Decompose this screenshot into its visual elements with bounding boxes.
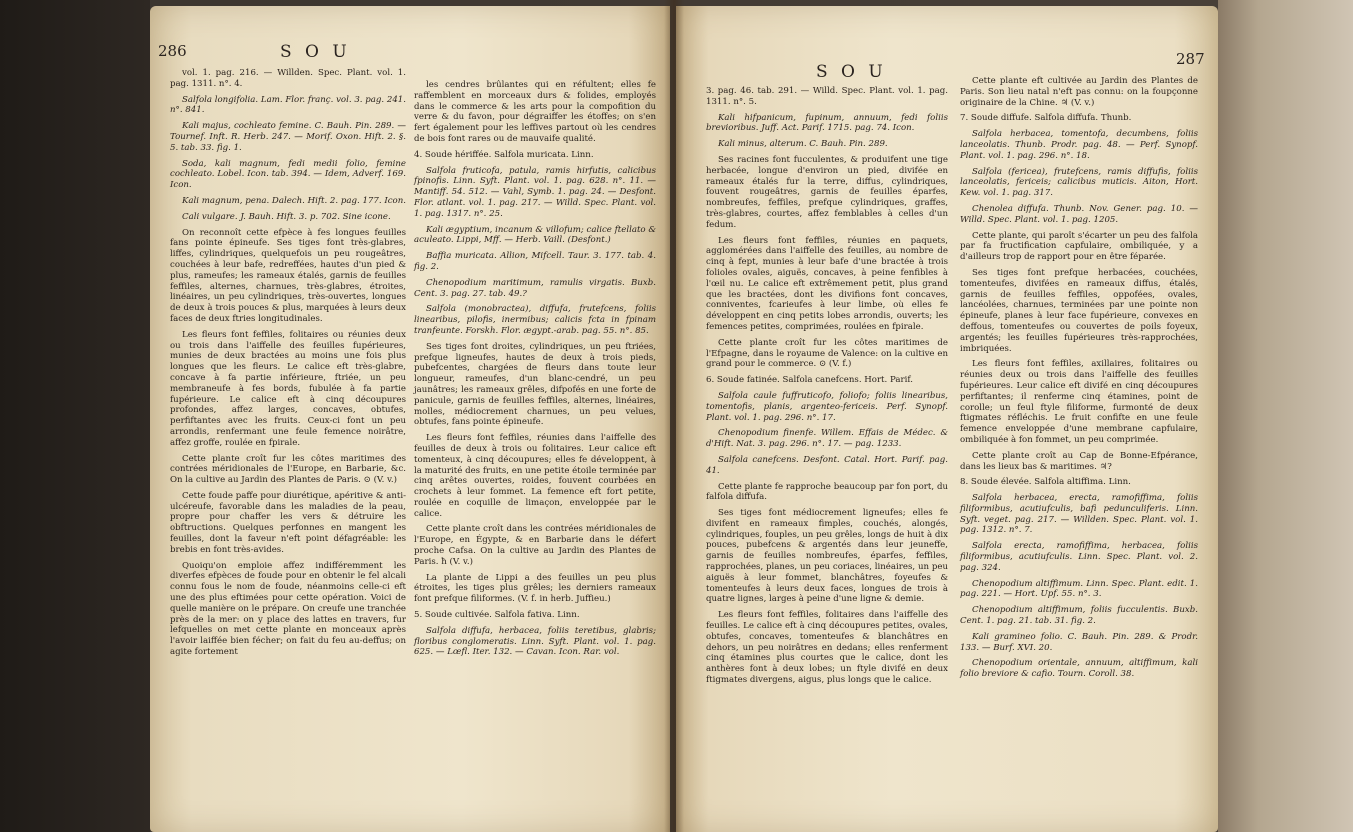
paragraph: Salfola (fericea), frutefcens, ramis diffufis, foliis lanceolatis, fericeis; calicibus muticis. Aiton, Hort. Kew. vol. 1. pag. 317.: [960, 166, 1198, 199]
paragraph: Cette plante croît fur les côtes maritimes des contrées méridionales de l'Europe, en Barbarie, &c. On la cultive au Jardin des Plantes de Paris. ⊙ (V. v.): [170, 453, 406, 486]
left-background: [0, 0, 150, 832]
paragraph: Cette plante, qui paroît s'écarter un peu des falfola par fa fructification capfulaire, ombiliquée, y a d'ailleurs trop de rapport pour en être féparée.: [960, 230, 1198, 263]
paragraph: Ses tiges font prefque herbacées, couchées, tomenteufes, divifées en rameaux diffus, étalés, garnis de feuilles feffiles, oppofées, ovales, lancéolées, charnues, terminées par une pointe non épineufe, planes à leur face fupérieure, convexes en deffous, tomenteufes ou couvertes de poils foyeux, argentés; les feuilles fupérieures très-rapprochées, imbriquées.: [960, 267, 1198, 354]
paragraph: Ses racines font fucculentes, & produifent une tige herbacée, longue d'environ un pied, divifée en rameaux étalés fur la terre, diffus, cylindriques, fouvent rougeâtres, garnis de feuilles éparfes, nombreufes, feffiles, prefque cylindriques, graffes, très-glabres, courtes, affez femblables à celles d'un fedum.: [706, 154, 948, 230]
paragraph: Chenopodium orientale, annuum, altiffimum, kali folio breviore & cafio. Tourn. Coroll. 38.: [960, 658, 1198, 680]
paragraph: Cali vulgare. J. Bauh. Hift. 3. p. 702. Sine icone.: [182, 211, 391, 222]
paragraph: Les fleurs font feffiles, folitaires ou réunies deux ou trois dans l'aiffelle des feuilles fupérieures, munies de deux bractées au moins une fois plus longues que les fleurs. Le calice eft très-glabre, concave à fa partie inférieure, ftriée, un peu membraneufe à fes bords, fubulée à fa partie fupérieure. Le calice eft à cinq découpures profondes, affez larges, concaves, obtufes, perfiftantes avec les fruits. Ceux-ci font un peu arrondis, renfermant une feule femence noirâtre, affez groffe, roulée en fpirale.: [170, 329, 406, 448]
paragraph: Salfola canefcens. Desfont. Catal. Hort. Parif. pag. 41.: [706, 454, 948, 476]
paragraph: Kali minus, alterum. C. Bauh. Pin. 289.: [718, 139, 888, 150]
paragraph: Cette foude paffe pour diurétique, apéritive & anti-ulcéreufe, favorable dans les maladies de la peau, propre pour chaffer les vers & détruire les obftructions. Quelques perfonnes en mangent les feuilles, dont la faveur n'eft point défagréable: les brebis en font très-avides.: [170, 490, 406, 555]
paragraph: Chenopodium altiffimum, foliis fucculentis. Buxb. Cent. 1. pag. 21. tab. 31. fig. 2.: [960, 605, 1198, 627]
paragraph: Chenopodium finenfe. Willem. Effais de Médec. & d'Hift. Nat. 3. pag. 296. n°. 17. — pag. 1233.: [706, 428, 948, 450]
left-page-column-1: [170, 68, 406, 828]
paragraph: Cette plante fe rapproche beaucoup par fon port, du falfola diffufa.: [706, 481, 948, 503]
paragraph: Salfola (monobractea), diffufa, frutefcens, foliis linearibus, pilofis, inermibus; calicis fcta in fpinam tranfeunte. Forskh. Flor. ægypt.-arab. pag. 55. n°. 85.: [414, 304, 656, 336]
running-head-left: S O U: [280, 42, 351, 62]
paragraph: Cette plante croît fur les côtes maritimes de l'Efpagne, dans le royaume de Valence: on la cultive en grand pour le commerce. ⊙ (V. f.): [706, 337, 948, 370]
paragraph: Kali gramineo folio. C. Bauh. Pin. 289. & Prodr. 133. — Burf. XVI. 20.: [960, 631, 1198, 653]
paragraph: Kali ægyptium, incanum & villofum; calice ftellato & aculeato. Lippi, Mff. — Herb. Vaill. (Desfont.): [414, 224, 656, 246]
paragraph: Salfola herbacea, tomentofa, decumbens, foliis lanceolatis. Thunb. Prodr. pag. 48. — Perf. Synopf. Plant. vol. 1. pag. 296. n°. 18.: [960, 129, 1198, 161]
paragraph: 4. Soude hériffée. Salfola muricata. Linn.: [414, 149, 594, 160]
paragraph: Cette plante eft cultivée au Jardin des Plantes de Paris. Son lieu natal n'eft pas connu: on la foupçonne originaire de la Chine. ♃ (V. v.): [960, 76, 1198, 108]
paragraph: Quoiqu'on emploie affez indifféremment les diverfes efpèces de foude pour en obtenir le fel alcali connu fous le nom de foude, néanmoins celle-ci eft une des plus eftimées pour cette opération. Voici de quelle manière on le prépare. On creufe une tranchée près de la mer: on y place des lattes en travers, fur lefquelles on met cette plante en monceaux après l'avoir laiffée bien fécher; on fait du feu au-deffus; on agite fortement: [170, 560, 406, 658]
paragraph: Soda, kali magnum, fedi medii folio, femine cochleato. Lobel. Icon. tab. 394. — Idem, Adverf. 169. Icon.: [170, 158, 406, 191]
paragraph: Kali majus, cochleato femine. C. Bauh. Pin. 289. — Tournef. Inft. R. Herb. 247. — Morif. Oxon. Hift. 2. §. 5. tab. 33. fig. 1.: [170, 121, 406, 153]
paragraph: On reconnoît cette efpèce à fes longues feuilles fans pointe épineufe. Ses tiges font très-glabres, liffes, cylindriques, quelquefois un peu rougeâtres, couchées à leur bafe, redreffées, hautes d'un pied & plus, rameufes; les rameaux étalés, garnis de feuilles feffiles, alternes, charnues, très-glabres, étroites, linéaires, un peu cylindriques, très-ouvertes, longues de deux à trois pouces & plus, marquées à leurs deux faces de deux ftries longitudinales.: [170, 227, 406, 324]
paragraph: vol. 1. pag. 216. — Willden. Spec. Plant. vol. 1. pag. 1311. n°. 4.: [170, 68, 406, 89]
paragraph: Kali hifpanicum, fupinum, annuum, fedi foliis brevioribus. Juff. Act. Parif. 1715. pag. 74. Icon.: [706, 112, 948, 134]
paragraph: Kali magnum, pena. Dalech. Hift. 2. pag. 177. Icon.: [182, 195, 406, 206]
paragraph: Les fleurs font feffiles, folitaires dans l'aiffelle des feuilles. Le calice eft à cinq découpures petites, ovales, obtufes, concaves, tomenteufes & blanchâtres en dehors, un peu noirâtres en dedans; elles renferment cinq étamines plus courtes que le calice, dont les anthères font à deux lobes; un ftyle divifé en deux ftigmates divergens, aigus, plus longs que le calice.: [706, 610, 948, 686]
paragraph: 8. Soude élevée. Salfola altiffima. Linn.: [960, 477, 1131, 488]
right-page-column-2: [960, 76, 1198, 831]
paragraph: Salfola fruticofa, patula, ramis hirfutis, calicibus fpinofis. Linn. Syft. Plant. vol. 1. pag. 628. n°. 11. — Mantiff. 54. 512. — Vahl, Symb. 1. pag. 24. — Desfont. Flor. atlant. vol. 1. pag. 217. — Willd. Spec. Plant. vol. 1. pag. 1317. n°. 25.: [414, 165, 656, 219]
left-page-column-2: [414, 80, 656, 830]
right-page: [676, 6, 1218, 832]
left-page: [150, 6, 670, 832]
paragraph: Ses tiges font droites, cylindriques, un peu ftriées, prefque ligneufes, hautes de deux à trois pieds, pubefcentes, chargées de fleurs dans toute leur longueur, rameufes, d'un blanc-cendré, un peu jaunâtres; les rameaux grêles, difpofés en une forte de panicule, garnis de feuilles feffiles, alternes, linéaires, molles, médiocrement charnues, un peu velues, obtufes, fans pointe épineufe.: [414, 341, 656, 428]
paragraph: Salfola diffufa, herbacea, foliis teretibus, glabris; floribus conglomeratis. Linn. Syft. Plant. vol. 1. pag. 625. — Lœfl. Iter. 132. — Cavan. Icon. Rar. vol.: [414, 625, 656, 658]
paragraph: Cette plante croît dans les contrées méridionales de l'Europe, en Égypte, & en Barbarie dans le défert proche Cafsa. On la cultive au Jardin des Plantes de Paris. ħ (V. v.): [414, 524, 656, 567]
running-head-right: S O U: [816, 62, 887, 82]
paragraph: 5. Soude cultivée. Salfola fativa. Linn.: [414, 610, 580, 621]
paragraph: Chenolea diffufa. Thunb. Nov. Gener. pag. 10. — Willd. Spec. Plant. vol. 1. pag. 1205.: [960, 203, 1198, 225]
paragraph: Salfola herbacea, erecta, ramofiffima, foliis filiformibus, acutiufculis, bafi pedunculiferis. Linn. Syft. veget. pag. 217. — Willden. Spec. Plant. vol. 1. pag. 1312. n°. 7.: [960, 493, 1198, 536]
paragraph: Chenopodium maritimum, ramulis virgatis. Buxb. Cent. 3. pag. 27. tab. 49.?: [414, 277, 656, 299]
paragraph: Cette plante croît au Cap de Bonne-Efpérance, dans les lieux bas & maritimes. ♃?: [960, 450, 1198, 472]
paragraph: 7. Soude diffufe. Salfola diffufa. Thunb.: [960, 113, 1132, 124]
paragraph: Salfola erecta, ramofiffima, herbacea, foliis filiformibus, acutiufculis. Linn. Spec. Plant. vol. 2. pag. 324.: [960, 541, 1198, 573]
paragraph: Les fleurs font feffiles, réunies dans l'aiffelle des feuilles de deux à trois ou folitaires. Leur calice eft tomenteux, à cinq découpures; elles fe développent, à la maturité des fruits, en une petite étoile terminée par cinq arêtes ouvertes, roides, fouvent courbées en crochets à leur fommet. La femence eft fort petite, roulée en coquille de limaçon, enveloppée par le calice.: [414, 433, 656, 519]
paragraph: Baffia muricata. Allion, Mifcell. Taur. 3. 177. tab. 4. fig. 2.: [414, 251, 656, 272]
paragraph: les cendres brûlantes qui en réfultent; elles fe raffemblent en morceaux durs & folides, employés dans le commerce & les arts pour la compofition du verre & du favon, pour dégraiffer les étoffes; on s'en fert également pour les leffives partout où les cendres de bois font rares ou de mauvaife qualité.: [414, 80, 656, 144]
paragraph: Salfola longifolia. Lam. Flor. franç. vol. 3. pag. 241. n°. 841.: [170, 94, 406, 116]
paragraph: Les fleurs font feffiles, réunies en paquets, agglomérées dans l'aiffelle des feuilles, au nombre de cinq à fept, munies à leur bafe d'une bractée à trois folioles ovales, aiguës, concaves, à peine fenfibles à l'œil nu. Le calice eft extrêmement petit, plus grand que les bractées, dont les divifions font concaves, conniventes, fcarieufes à leur limbe, où elles fe développent en cinq petits lobes arrondis, ouverts; les femences petites, comprimées, roulées en fpirale.: [706, 235, 948, 332]
right-page-column-1: [706, 86, 948, 831]
paragraph: Chenopodium altiffimum. Linn. Spec. Plant. edit. 1. pag. 221. — Hort. Upf. 55. n°. 3.: [960, 578, 1198, 600]
book-gutter: [664, 0, 684, 832]
paragraph: Salfola caule fuffruticofo, foliofo; foliis linearibus, tomentofis, planis, argenteo-fericeis. Perf. Synopf. Plant. vol. 1. pag. 296. n°. 17.: [706, 390, 948, 423]
paragraph: 6. Soude fatinée. Salfola canefcens. Hort. Parif.: [706, 375, 913, 386]
paragraph: La plante de Lippi a des feuilles un peu plus étroites, les tiges plus grêles; les derniers rameaux font prefque filiformes. (V. f. in herb. Juffieu.): [414, 572, 656, 605]
page-number-right: 287: [1176, 50, 1205, 68]
paragraph: Ses tiges font médiocrement ligneufes; elles fe divifent en rameaux fimples, couchés, alongés, cylindriques, fouples, un peu grêles, longs de huit à dix pouces, pubefcens & argentés dans leur jeuneffe, garnis de feuilles nombreufes, éparfes, feffiles, rapprochées, planes, un peu coriaces, linéaires, un peu aiguës à leur fommet, blanchâtres, foyeufes & tomenteufes à leurs deux faces, longues de trois à quatre lignes, larges à peine d'une ligne & demie.: [706, 508, 948, 605]
page-edges-stack: [1218, 0, 1353, 832]
page-number-left: 286: [158, 42, 187, 60]
paragraph: 3. pag. 46. tab. 291. — Willd. Spec. Plant. vol. 1. pag. 1311. n°. 5.: [706, 86, 948, 107]
paragraph: Les fleurs font feffiles, axillaires, folitaires ou réunies deux ou trois dans l'aiffelle des feuilles fupérieures. Leur calice eft divifé en cinq découpures perfiftantes; il renferme cinq étamines, point de corolle; un feul ftyle filiforme, furmonté de deux ftigmates réfléchis. Le fruit confifte en une feule femence enveloppée d'une membrane capfulaire, ombiliquée à fon fommet, un peu comprimée.: [960, 359, 1198, 445]
